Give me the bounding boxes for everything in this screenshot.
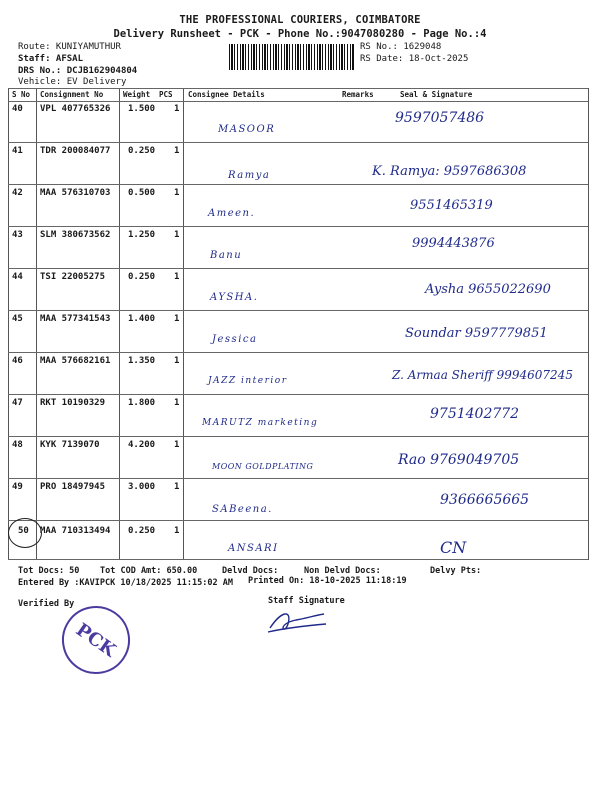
row-consignment: PRO 18497945 [40,482,106,492]
row-signature: 9751402772 [430,406,520,422]
row-weight: 4.200 [128,440,156,450]
vehicle-label: Vehicle: EV Delivery [18,77,127,87]
row-consignment: KYK 7139070 [40,440,100,450]
total-docs: Tot Docs: 50 [18,566,80,576]
row-consignee: Banu [210,250,243,261]
row-pcs: 1 [174,188,180,198]
rs-number: RS No.: 1629048 [360,42,442,52]
row-weight: 3.000 [128,482,156,492]
row-weight: 1.400 [128,314,156,324]
row-sno: 41 [12,146,23,156]
row-consignee: Ameen. [208,208,256,219]
barcode-icon [229,44,355,70]
grid-line [8,478,588,479]
total-cod-amount: Tot COD Amt: 650.00 [100,566,198,576]
col-seal-signature: Seal & Signature [400,90,473,99]
row-consignee: MARUTZ marketing [202,418,319,428]
row-consignee: MASOOR [218,124,276,135]
grid-line [8,226,588,227]
row-pcs: 1 [174,104,180,114]
row-consignee: JAZZ interior [208,376,288,386]
col-pcs: PCS [159,90,173,99]
route-label: Route: KUNIYAMUTHUR [18,42,121,52]
runsheet-subtitle: Delivery Runsheet - PCK - Phone No.:9047080280 - Page No.:4 [113,28,487,40]
grid-line [8,436,588,437]
grid-line [36,88,37,560]
entered-by: Entered By :KAVIPCK 10/18/2025 11:15:02 AM [18,578,233,588]
grid-line [8,142,588,143]
row-weight: 0.250 [128,526,156,536]
grid-line [8,101,588,102]
grid-line [119,88,120,560]
row-signature: 9551465319 [410,198,493,213]
row-pcs: 1 [174,146,180,156]
row-signature: K. Ramya: 9597686308 [372,164,527,179]
grid-line [8,268,588,269]
grid-line [588,88,589,560]
col-sno: S No [12,90,31,99]
row-consignee: Jessica [212,334,258,345]
row-pcs: 1 [174,440,180,450]
grid-line [8,88,9,560]
delivery-points: Delvy Pts: [430,566,482,576]
row-sno: 47 [12,398,23,408]
col-weight: Weight [123,90,151,99]
row-weight: 1.350 [128,356,156,366]
row-consignment: TSI 22005275 [40,272,106,282]
row-signature: Z. Armaa Sheriff 9994607245 [392,368,573,382]
row-signature: 9994443876 [412,236,495,251]
staff-signature-scribble [262,606,332,638]
grid-line [8,520,588,521]
staff-label: Staff: AFSAL [18,54,84,64]
row-sno: 42 [12,188,23,198]
pck-stamp: PCK [49,593,144,688]
row-pcs: 1 [174,272,180,282]
row-signature: Soundar 9597779851 [405,326,548,341]
row-consignment: MAA 576310703 [40,188,111,198]
row-pcs: 1 [174,314,180,324]
grid-line [8,88,588,89]
row-pcs: 1 [174,356,180,366]
row-weight: 1.500 [128,104,156,114]
row-signature: CN [440,538,467,557]
non-delivered-docs: Non Delvd Docs: [304,566,381,576]
row-consignee: ANSARI [228,543,279,554]
verified-by-label: Verified By [18,599,75,609]
row-sno: 46 [12,356,23,366]
row-weight: 0.500 [128,188,156,198]
row-pcs: 1 [174,482,180,492]
staff-signature-label: Staff Signature [268,596,345,606]
row-consignment: TDR 200084077 [40,146,111,156]
row-consignee: MOON GOLDPLATING [212,462,314,471]
grid-line [8,184,588,185]
col-remarks: Remarks [342,90,374,99]
grid-line [8,352,588,353]
delivered-docs: Delvd Docs: [222,566,279,576]
row-consignment: MAA 576682161 [40,356,111,366]
row-weight: 0.250 [128,272,156,282]
grid-line [183,88,184,560]
col-consignment: Consignment No [40,90,104,99]
row-sno: 40 [12,104,23,114]
grid-line [8,394,588,395]
row-sno: 50 [18,526,29,536]
drs-number: DRS No.: DCJB162904804 [18,66,138,76]
row-sno: 48 [12,440,23,450]
row-pcs: 1 [174,526,180,536]
row-signature: 9597057486 [395,110,485,126]
row-signature: 9366665665 [440,492,530,508]
table-header [8,88,588,102]
row-consignment: SLM 380673562 [40,230,111,240]
row-consignment: MAA 710313494 [40,526,111,536]
rs-date: RS Date: 18-Oct-2025 [360,54,469,64]
row-weight: 1.250 [128,230,156,240]
row-sno: 44 [12,272,23,282]
row-sno: 43 [12,230,23,240]
row-consignment: VPL 407765326 [40,104,111,114]
printed-on: Printed On: 18-10-2025 11:18:19 [248,576,407,586]
row-consignee: Ramya [228,170,271,181]
grid-line [8,559,588,560]
row-pcs: 1 [174,230,180,240]
company-title: THE PROFESSIONAL COURIERS, COIMBATORE [179,14,421,26]
row-signature: Aysha 9655022690 [425,282,551,297]
row-weight: 0.250 [128,146,156,156]
row-sno: 45 [12,314,23,324]
row-pcs: 1 [174,398,180,408]
row-consignment: RKT 10190329 [40,398,106,408]
col-consignee: Consignee Details [188,90,265,99]
row-signature: Rao 9769049705 [398,452,520,468]
row-consignee: SABeena. [212,504,273,515]
row-weight: 1.800 [128,398,156,408]
row-sno: 49 [12,482,23,492]
row-consignee: AYSHA. [210,292,259,303]
grid-line [8,310,588,311]
row-consignment: MAA 577341543 [40,314,111,324]
